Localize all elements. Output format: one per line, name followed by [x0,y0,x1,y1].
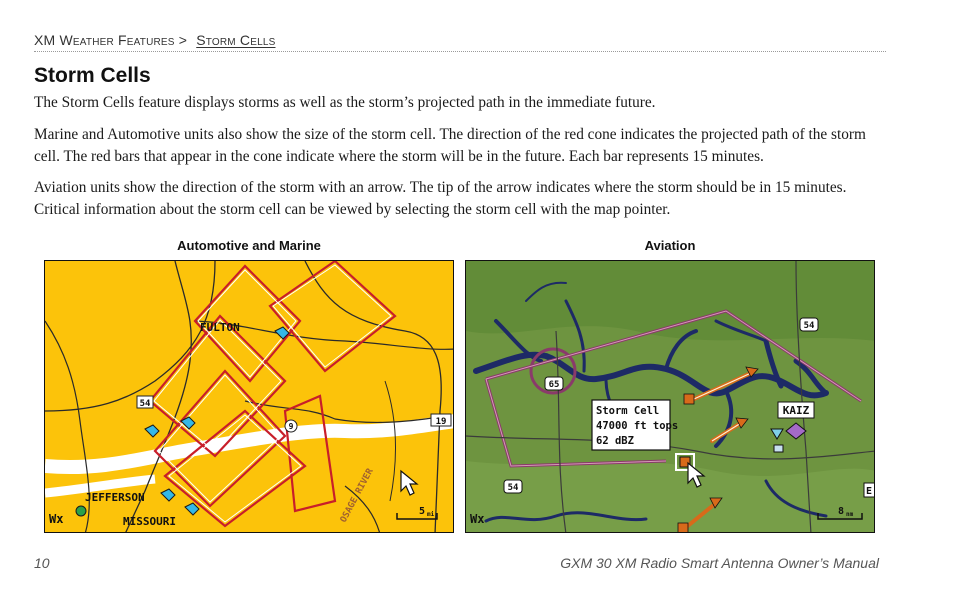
paragraph-intro: The Storm Cells feature displays storms as well as the storm’s projected path in the immediate future. [34,94,656,111]
breadcrumb-current: Storm Cells [196,32,276,48]
breadcrumb-section: XM Weather Features [34,32,175,48]
popup-title: Storm Cell [596,405,660,417]
aviation-map [465,260,875,533]
place-label-missouri: MISSOURI [123,515,176,528]
scale-unit: mi [427,511,435,518]
edge-label: E [865,486,873,497]
weather-indicator-icon: Wx [470,512,485,526]
airport-label: KAIZ [782,404,810,417]
automotive-marine-map [44,260,454,533]
figure-caption-aviation: Aviation [644,238,696,253]
figure-caption-automotive-marine: Automotive and Marine [177,238,321,253]
breadcrumb [34,32,886,52]
scale-unit: nm [846,511,854,518]
popup-tops: 47000 ft tops [596,420,679,432]
popup-reflectivity: 62 dBZ [596,435,634,447]
scale-value: 8 [838,506,845,517]
river-label: OSAGE RIVER [338,467,376,525]
manual-title: GXM 30 XM Radio Smart Antenna Owner’s Manual [560,555,879,571]
page-number: 10 [34,555,50,571]
place-label-fulton: FULTON [200,321,240,334]
breadcrumb-separator: > [178,32,188,48]
aviation-map-graphic [466,261,875,533]
place-label-jefferson: JEFFERSON [85,491,145,504]
paragraph-aviation: Aviation units show the direction of the storm with an arrow. The tip of the arrow indicates where the storm should be in 15 minutes. Critical information about the storm cell can be viewed by selecting the storm cell with the map pointer. [34,179,847,218]
road-shield-54: 54 [139,399,151,409]
road-shield-54-top: 54 [803,321,815,331]
paragraph-marine-automotive: Marine and Automotive units also show the size of the storm cell. The direction of the red cone indicates the projected path of the storm cell. The red bars that appear in the cone indicate where the storm will be in the future. Each bar represents 15 minutes. [34,126,866,165]
road-shield-54-bottom: 54 [507,483,519,493]
page-title: Storm Cells [34,64,151,87]
scale-value: 5 [419,506,426,517]
weather-indicator-icon: Wx [49,512,64,526]
map-pointer-icon [401,471,417,495]
road-shield-19: 19 [435,417,447,427]
automotive-marine-map-graphic [45,261,454,533]
road-shield-65: 65 [548,380,560,390]
road-shield-9: 9 [288,422,294,431]
